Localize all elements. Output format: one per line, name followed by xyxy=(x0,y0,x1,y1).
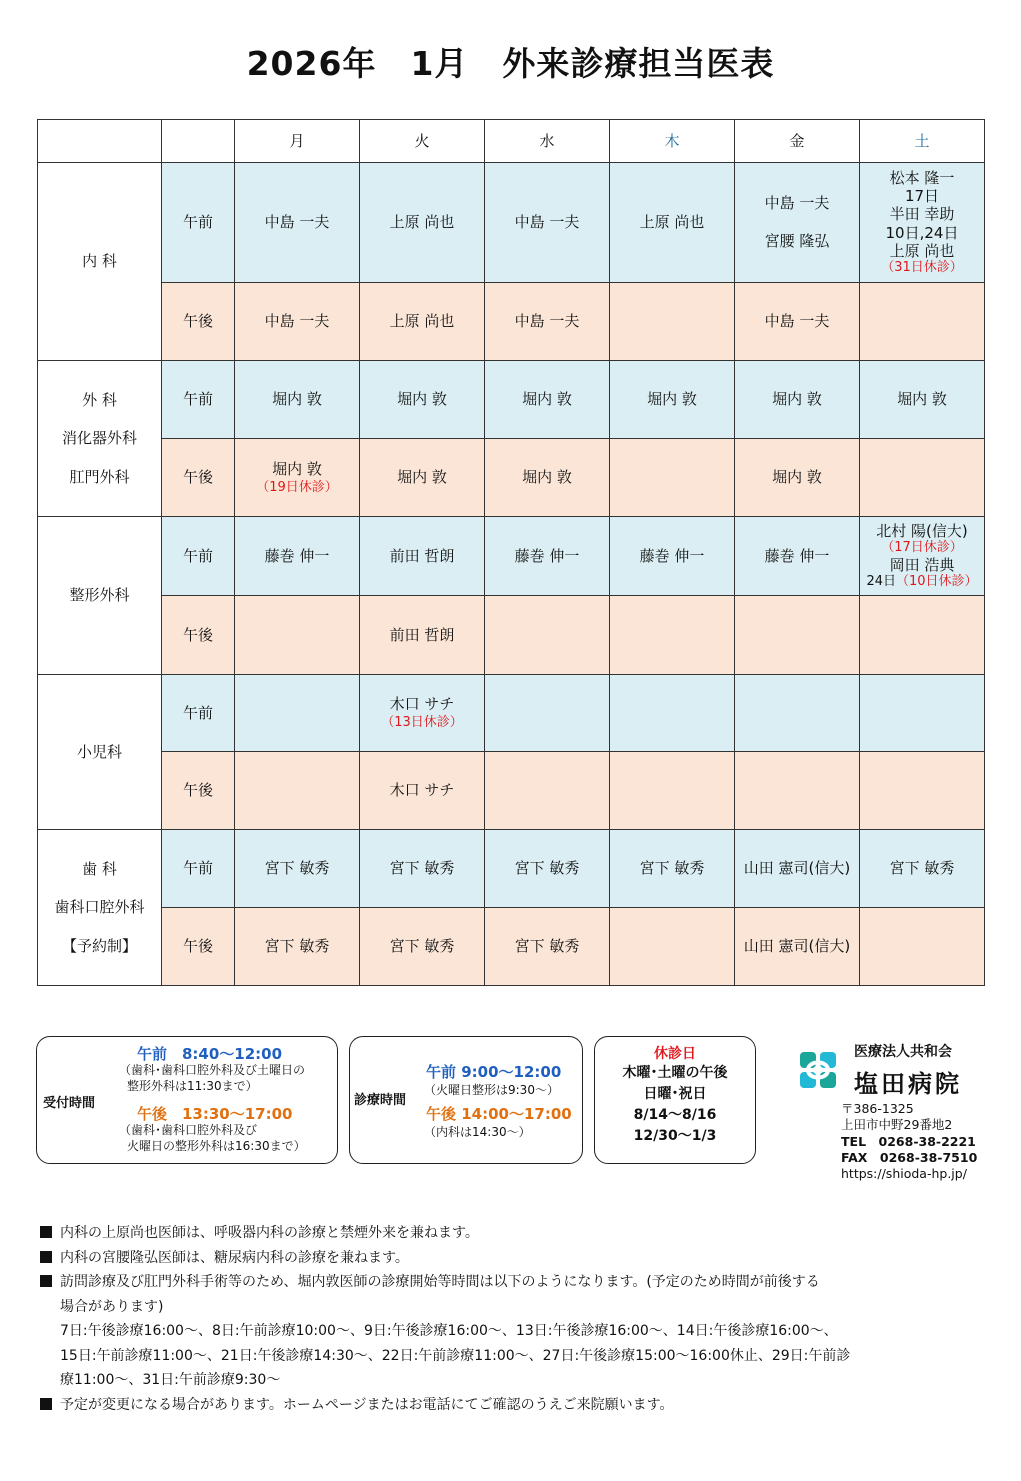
note-item xyxy=(40,1221,940,1246)
hospital-corp: 医療法人共和会 xyxy=(854,1044,952,1060)
doctor-cell: 堀内 敦 xyxy=(360,361,485,439)
day-header: 土 xyxy=(860,120,985,163)
no-clinic-cell xyxy=(860,439,985,517)
slot-am: 午前 xyxy=(162,830,235,908)
reception-label: 受付時間 xyxy=(43,1096,96,1111)
doctor-cell: 堀内 敦 xyxy=(735,361,860,439)
closed-note: （13日休診） xyxy=(381,715,463,731)
doctor-cell: 山田 憲司(信大) xyxy=(735,830,860,908)
reception-hours-box xyxy=(36,1036,338,1164)
empty-cell xyxy=(235,752,360,830)
ortho-am-row xyxy=(38,517,985,596)
note-text: 15日:午前診療11:00～、21日:午後診療14:30～、22日:午前診療11:00～、27日:午後診療15:00～16:00休止、29日:午前診 xyxy=(60,1347,851,1364)
hospital-logo-icon xyxy=(796,1048,840,1092)
dept-ortho: 整形外科 xyxy=(38,517,162,675)
doctor-cell: 堀内 敦 xyxy=(735,439,860,517)
empty-cell xyxy=(485,596,610,675)
doctor-cell: 藤巻 伸一 xyxy=(735,517,860,596)
schedule-table xyxy=(37,119,985,986)
dept-name: 消化器外科 xyxy=(61,429,137,448)
header-row xyxy=(38,120,985,163)
corner-cell xyxy=(162,120,235,163)
doctor-cell xyxy=(360,675,485,752)
doctor-name: 中島 一夫 xyxy=(764,194,830,212)
closed-note: （19日休診） xyxy=(256,479,338,495)
slot-pm: 午後 xyxy=(162,908,235,986)
slot-pm: 午後 xyxy=(162,596,235,675)
slot-pm: 午後 xyxy=(162,439,235,517)
tel: TEL 0268-38-2221 xyxy=(841,1133,976,1149)
doctor-name: 上原 尚也 xyxy=(889,242,955,261)
dept-name: 歯 科 xyxy=(82,860,117,879)
surgery-am-row xyxy=(38,361,985,439)
doctor-cell: 堀内 敦 xyxy=(360,439,485,517)
doctor-cell: 宮下 敏秀 xyxy=(860,830,985,908)
date-text xyxy=(860,574,984,590)
doctor-cell: 宮下 敏秀 xyxy=(360,908,485,986)
doctor-cell: 藤巻 伸一 xyxy=(610,517,735,596)
day-header: 月 xyxy=(235,120,360,163)
bullet-icon xyxy=(40,1275,52,1287)
bullet-icon xyxy=(40,1226,52,1238)
dept-surgery xyxy=(38,361,162,517)
doctor-cell: 上原 尚也 xyxy=(360,163,485,283)
doctor-name: 岡田 浩典 xyxy=(889,556,955,574)
doctor-cell: 堀内 敦 xyxy=(610,361,735,439)
day-header: 水 xyxy=(485,120,610,163)
empty-cell xyxy=(235,596,360,675)
day-header: 火 xyxy=(360,120,485,163)
doctor-cell: 藤巻 伸一 xyxy=(485,517,610,596)
no-clinic-cell xyxy=(610,283,735,361)
doctor-cell: 宮下 敏秀 xyxy=(235,908,360,986)
closed-note: （17日休診） xyxy=(881,540,963,556)
doctor-cell: 木口 サチ xyxy=(360,752,485,830)
empty-cell xyxy=(485,675,610,752)
dept-dental xyxy=(38,830,162,986)
day-header: 木 xyxy=(610,120,735,163)
date-text: 24日 xyxy=(866,574,896,589)
date-text: 17日 xyxy=(904,187,940,206)
closed-line: 日曜･祝日 xyxy=(643,1086,707,1102)
dept-name: 肛門外科 xyxy=(69,467,130,486)
doctor-cell: 藤巻 伸一 xyxy=(235,517,360,596)
note-text: 7日:午後診療16:00～、8日:午前診療10:00～、9日:午後診療16:00～、13日:午後診療16:00～、14日:午後診療16:00～、 xyxy=(60,1323,838,1339)
doctor-cell: 堀内 敦 xyxy=(485,361,610,439)
note-text: 訪問診療及び肛門外科手術等のため、堀内敦医師の診療開始等時間は以下のようになります。(予定のため時間が前後する xyxy=(60,1274,820,1290)
empty-cell xyxy=(735,752,860,830)
empty-cell xyxy=(235,675,360,752)
doctor-cell: 山田 憲司(信大) xyxy=(735,908,860,986)
slot-am: 午前 xyxy=(162,675,235,752)
internal-pm-row xyxy=(38,283,985,361)
note-line: （歯科･歯科口腔外科及び土曜日の xyxy=(119,1063,306,1077)
empty-cell xyxy=(610,752,735,830)
corner-cell xyxy=(38,120,162,163)
reception-pm: 午後 13:30～17:00 xyxy=(137,1105,293,1123)
doctor-name: 木口 サチ xyxy=(389,695,455,714)
consult-pm-note: （内科は14:30～） xyxy=(424,1125,531,1139)
note-line: 整形外科は11:30まで） xyxy=(127,1078,258,1093)
slot-pm: 午後 xyxy=(162,283,235,361)
no-clinic-cell xyxy=(610,596,735,675)
dept-internal: 内 科 xyxy=(38,163,162,361)
consult-am-note: （火曜日整形は9:30～） xyxy=(424,1083,559,1097)
empty-cell xyxy=(610,675,735,752)
no-clinic-cell xyxy=(860,908,985,986)
doctor-name: 堀内 敦 xyxy=(272,459,322,478)
doctor-cell: 宮下 敏秀 xyxy=(610,830,735,908)
doctor-name: 松本 隆一 xyxy=(889,168,955,187)
reception-am-note xyxy=(119,1063,305,1094)
slot-am: 午前 xyxy=(162,361,235,439)
reception-am: 午前 8:40～12:00 xyxy=(137,1045,283,1063)
slot-am: 午前 xyxy=(162,163,235,283)
doctor-cell: 前田 哲朗 xyxy=(360,517,485,596)
doctor-name: 北村 陽(信大) xyxy=(876,522,968,541)
hospital-address xyxy=(841,1101,977,1182)
closed-line: 木曜･土曜の午後 xyxy=(622,1065,728,1081)
note-text: 内科の宮腰隆弘医師は、糖尿病内科の診療を兼ねます。 xyxy=(60,1249,409,1266)
doctor-name: 半田 幸助 xyxy=(889,205,955,224)
doctor-cell xyxy=(860,517,985,596)
bullet-icon xyxy=(40,1398,52,1410)
empty-cell xyxy=(860,675,985,752)
dept-name: 外 科 xyxy=(82,391,117,410)
slot-am: 午前 xyxy=(162,517,235,596)
doctor-cell: 宮下 敏秀 xyxy=(485,830,610,908)
empty-cell xyxy=(735,675,860,752)
note-text: 内科の上原尚也医師は、呼吸器内科の診療と禁煙外来を兼ねます。 xyxy=(60,1225,479,1241)
postal-code: 〒386-1325 xyxy=(841,1101,914,1116)
note-text: 予定が変更になる場合があります。ホームページまたはお電話にてご確認のうえご来院願います。 xyxy=(60,1396,674,1413)
doctor-cell xyxy=(860,163,985,283)
doctor-cell: 宮下 敏秀 xyxy=(360,830,485,908)
no-clinic-cell xyxy=(610,908,735,986)
doctor-cell xyxy=(735,163,860,283)
empty-cell xyxy=(735,596,860,675)
note-text: 場合があります) xyxy=(60,1298,164,1315)
doctor-cell: 中島 一夫 xyxy=(485,283,610,361)
dept-pediatrics: 小児科 xyxy=(38,675,162,830)
consult-pm: 午後 14:00～17:00 xyxy=(426,1105,572,1123)
doctor-cell: 上原 尚也 xyxy=(360,283,485,361)
day-header: 金 xyxy=(735,120,860,163)
consult-label: 診療時間 xyxy=(354,1093,407,1108)
closed-note: （31日休診） xyxy=(881,260,963,276)
dept-name: 歯科口腔外科 xyxy=(54,898,145,917)
note-text: 療11:00～、31日:午前診療9:30～ xyxy=(60,1372,281,1388)
pediatrics-pm-row xyxy=(38,752,985,830)
doctor-cell: 上原 尚也 xyxy=(610,163,735,283)
no-clinic-cell xyxy=(860,283,985,361)
note-line: 火曜日の整形外科は16:30まで） xyxy=(127,1138,306,1153)
internal-am-row xyxy=(38,163,985,283)
closed-line: 8/14～8/16 xyxy=(633,1107,717,1123)
ortho-pm-row xyxy=(38,596,985,675)
closed-title: 休診日 xyxy=(654,1046,696,1062)
empty-cell xyxy=(485,752,610,830)
fax: FAX 0268-38-7510 xyxy=(841,1149,978,1165)
doctor-cell: 堀内 敦 xyxy=(860,361,985,439)
doctor-cell: 宮下 敏秀 xyxy=(485,908,610,986)
doctor-cell: 中島 一夫 xyxy=(235,163,360,283)
doctor-cell xyxy=(235,439,360,517)
date-text: 10日,24日 xyxy=(885,223,959,242)
empty-cell xyxy=(860,752,985,830)
page-title: 2026年 1月 外来診療担当医表 xyxy=(246,44,775,83)
doctor-cell: 堀内 敦 xyxy=(235,361,360,439)
address-line: 上田市中野29番地2 xyxy=(841,1117,953,1133)
note-item xyxy=(40,1270,940,1295)
surgery-pm-row xyxy=(38,439,985,517)
hospital-name: 塩田病院 xyxy=(854,1070,962,1098)
pediatrics-am-row xyxy=(38,675,985,752)
closed-note: （10日休診） xyxy=(896,574,978,589)
slot-pm: 午後 xyxy=(162,752,235,830)
bullet-icon xyxy=(40,1251,52,1263)
doctor-cell: 中島 一夫 xyxy=(735,283,860,361)
doctor-name: 宮腰 隆弘 xyxy=(764,231,830,250)
closed-line: 12/30～1/3 xyxy=(633,1128,717,1144)
website-link[interactable]: https://shioda-hp.jp/ xyxy=(841,1166,967,1181)
no-clinic-cell xyxy=(860,596,985,675)
dental-am-row xyxy=(38,830,985,908)
note-item xyxy=(40,1393,940,1418)
doctor-cell: 中島 一夫 xyxy=(485,163,610,283)
doctor-cell: 宮下 敏秀 xyxy=(235,830,360,908)
consult-hours-box xyxy=(349,1036,583,1164)
dental-pm-row xyxy=(38,908,985,986)
doctor-cell: 中島 一夫 xyxy=(235,283,360,361)
consult-am: 午前 9:00～12:00 xyxy=(426,1063,562,1081)
note-line: （歯科･歯科口腔外科及び xyxy=(119,1123,258,1137)
notes-section xyxy=(40,1221,940,1417)
doctor-cell: 前田 哲朗 xyxy=(360,596,485,675)
note-item xyxy=(40,1246,940,1271)
no-clinic-cell xyxy=(610,439,735,517)
closed-days-box xyxy=(594,1036,756,1164)
reception-pm-note xyxy=(119,1123,306,1154)
dept-name: 【予約制】 xyxy=(61,936,137,955)
doctor-cell: 堀内 敦 xyxy=(485,439,610,517)
